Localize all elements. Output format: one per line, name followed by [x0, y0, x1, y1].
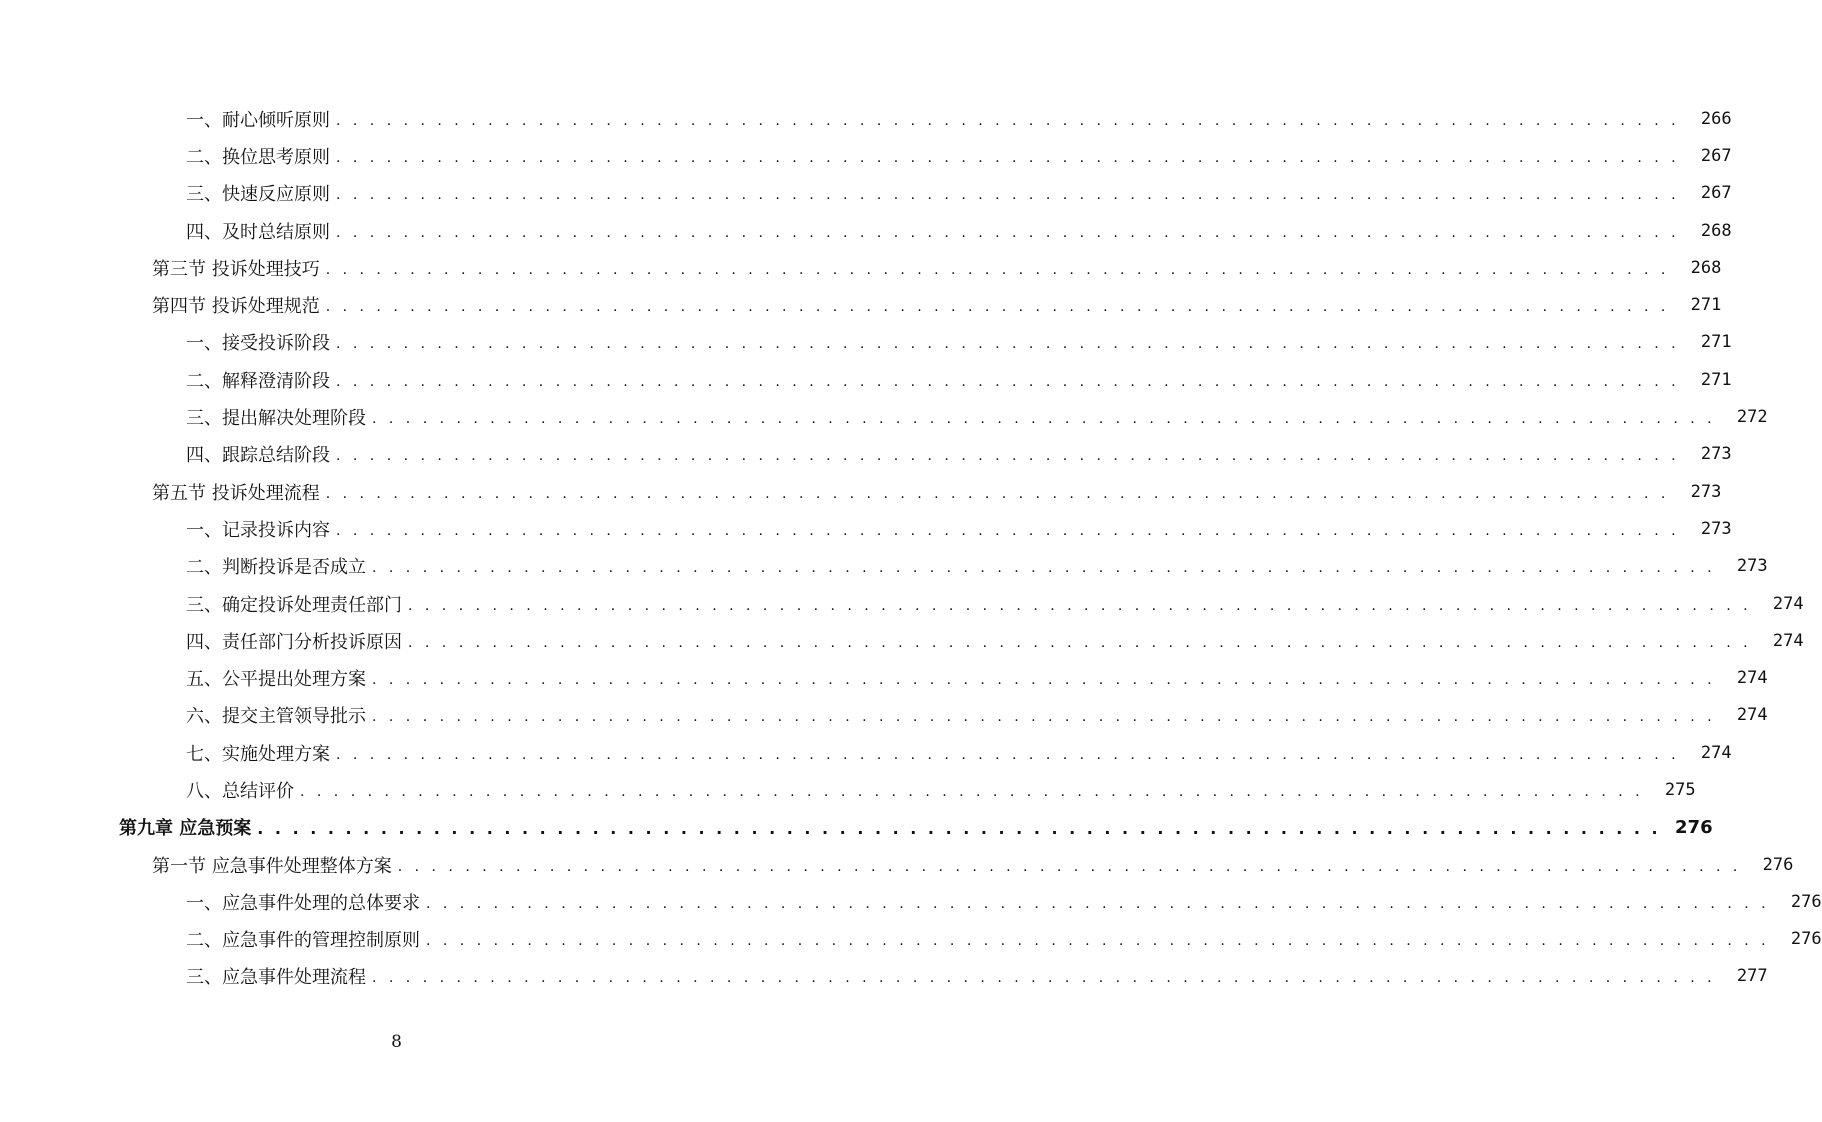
toc-entry-item[interactable]	[0, 659, 1768, 696]
toc-entry-page-number: 271	[1700, 332, 1732, 353]
toc-entry-title: 六、提交主管领导批示	[186, 706, 366, 728]
toc-dot-leader: . . . . . . . . . . . . . . . . . . . . . . . . . . . . . . . . . . . . . . . . . . . . . . . . . . . . . . . . . . . . . . . . . . . . . . . . . . . . . . . .	[372, 560, 1716, 577]
toc-entry-title: 三、快速反应原则	[186, 184, 330, 206]
toc-entry-page-number: 273	[1700, 518, 1732, 539]
toc-dot-leader: . . . . . . . . . . . . . . . . . . . . . . . . . . . . . . . . . . . . . . . . . . . . . . . . . . . . . . . . . . . . . . . . . . . . . . . . . . . . . . . .	[336, 373, 1680, 390]
toc-entry-page-number: 276	[1675, 816, 1713, 838]
toc-dot-leader: . . . . . . . . . . . . . . . . . . . . . . . . . . . . . . . . . . . . . . . . . . . . . . . . . . . . . . . . . . . . . . . . . . . . . . . . . . . . . . . .	[408, 597, 1752, 614]
toc-entry-item[interactable]	[0, 436, 1732, 473]
toc-entry-title: 一、耐心倾听原则	[186, 109, 330, 131]
page-number: 8	[391, 1032, 402, 1052]
toc-entry-page-number: 276	[1790, 891, 1822, 912]
toc-dot-leader: . . . . . . . . . . . . . . . . . . . . . . . . . . . . . . . . . . . . . . . . . . . . . . . . . . . . . . . . . . . . . . . . . . . . . . . . . . . . . . . .	[426, 933, 1770, 950]
toc-entry-title: 二、换位思考原则	[186, 146, 330, 168]
toc-entry-title: 第九章 应急预案	[119, 818, 252, 840]
toc-entry-title: 八、总结评价	[186, 780, 294, 802]
toc-entry-title: 四、跟踪总结阶段	[186, 445, 330, 467]
toc-dot-leader: . . . . . . . . . . . . . . . . . . . . . . . . . . . . . . . . . . . . . . . . . . . . . . . . . . . . . . . . . . . . . . . . . . . . . . . . . . . . . . . .	[336, 187, 1680, 204]
toc-entry-item[interactable]	[0, 585, 1804, 622]
toc-entry-item[interactable]	[0, 734, 1732, 771]
toc-dot-leader: . . . . . . . . . . . . . . . . . . . . . . . . . . . . . . . . . . . . . . . . . . . . . . . . . . . . . . . . . . . . . . . . . . . . . . . . . . . . . . . .	[397, 858, 1742, 875]
toc-dot-leader: . . . . . . . . . . . . . . . . . . . . . . . . . . . . . . . . . . . . . . . . . . . . . . . . . . . . . . . . . . . . . . . . . . . . . . . . . . . . . . . .	[336, 448, 1680, 465]
toc-entry-page-number: 274	[1736, 705, 1768, 726]
toc-entry-item[interactable]	[0, 175, 1732, 212]
toc-entry-page-number: 276	[1790, 929, 1822, 950]
toc-entry-item[interactable]	[0, 697, 1768, 734]
toc-dot-leader: . . . . . . . . . . . . . . . . . . . . . . . . . . . . . . . . . . . . . . . . . . . . . . . . . . . . . . . . . . . . . . . . . . . . . . . . . . . . . . . .	[336, 224, 1680, 241]
toc-entry-item[interactable]	[0, 212, 1732, 249]
toc-entry-item[interactable]	[0, 100, 1732, 137]
toc-entry-page-number: 275	[1664, 779, 1696, 800]
toc-dot-leader: . . . . . . . . . . . . . . . . . . . . . . . . . . . . . . . . . . . . . . . . . . . . . . . . . . . . . . . . . . . . . . . . . . . . . . . . . . . . . . . .	[336, 149, 1680, 166]
toc-entry-title: 三、应急事件处理流程	[186, 967, 366, 989]
toc-dot-leader: . . . . . . . . . . . . . . . . . . . . . . . . . . . . . . . . . . . . . . . . . . . . . . . . . . . . . . . . . . . . . . . . . . . . . . . . . . . . . . . .	[336, 336, 1680, 353]
toc-entry-title: 第四节 投诉处理规范	[152, 296, 320, 318]
toc-entry-page-number: 274	[1736, 668, 1768, 689]
toc-entry-item[interactable]	[0, 548, 1768, 585]
toc-entry-title: 四、及时总结原则	[186, 221, 330, 243]
toc-entry-item[interactable]	[0, 137, 1732, 174]
toc-dot-leader: . . . . . . . . . . . . . . . . . . . . . . . . . . . . . . . . . . . . . . . . . . . . . . . . . . . . . . . . . . . . . . . . . . . . . . . . . . . . . . . .	[372, 672, 1716, 689]
toc-entry-page-number: 271	[1690, 295, 1722, 316]
toc-dot-leader: . . . . . . . . . . . . . . . . . . . . . . . . . . . . . . . . . . . . . . . . . . . . . . . . . . . . . . . . . . . . . . . . . . . . . . . . . . . . . . . .	[336, 112, 1680, 129]
toc-entry-page-number: 273	[1690, 481, 1722, 502]
toc-dot-leader: . . . . . . . . . . . . . . . . . . . . . . . . . . . . . . . . . . . . . . . . . . . . . . . . . . . . . . . . . . . . . . . . . . . . . . . . . . . . . . . .	[336, 746, 1680, 763]
toc-entry-item[interactable]	[0, 771, 1696, 808]
toc-entry-title: 四、责任部门分析投诉原因	[186, 631, 402, 653]
toc-entry-title: 一、应急事件处理的总体要求	[186, 892, 420, 914]
toc-dot-leader: . . . . . . . . . . . . . . . . . . . . . . . . . . . . . . . . . . . . . . . . . . . . . . . . . . . . . . . . . . . . . . . . . . . . . . . . . . . . . . . .	[372, 970, 1716, 987]
toc-entry-page-number: 268	[1700, 220, 1732, 241]
toc-entry-page-number: 268	[1690, 257, 1722, 278]
toc-entry-chapter[interactable]	[0, 809, 1713, 846]
toc-entry-item[interactable]	[0, 958, 1768, 995]
toc-dot-leader: . . . . . . . . . . . . . . . . . . . . . . . . . . . . . . . . . . . . . . . . . . . . . . . . . . . . . . . . . . . . . . . . . . . . . . . . . . . . . . . .	[426, 895, 1770, 912]
toc-entry-page-number: 272	[1736, 407, 1768, 428]
toc-entry-item[interactable]	[0, 398, 1768, 435]
toc-dot-leader: . . . . . . . . . . . . . . . . . . . . . . . . . . . . . . . . . . . . . . . . . . . . . . . . . . . . . . . . . . . . . . . . . . . . . . . . . . . . . . . .	[300, 783, 1644, 800]
toc-entry-section[interactable]	[0, 846, 1794, 883]
toc-entry-title: 一、记录投诉内容	[186, 519, 330, 541]
toc-entry-page-number: 276	[1762, 854, 1794, 875]
toc-entry-title: 五、公平提出处理方案	[186, 669, 366, 691]
toc-dot-leader: . . . . . . . . . . . . . . . . . . . . . . . . . . . . . . . . . . . . . . . . . . . . . . . . . . . . . . . . . . . . . . . . . . . . . . . . . . . . . . . .	[336, 522, 1680, 539]
toc-entry-page-number: 266	[1700, 108, 1732, 129]
toc-entry-item[interactable]	[0, 361, 1732, 398]
table-of-contents	[0, 100, 1822, 995]
toc-dot-leader: . . . . . . . . . . . . . . . . . . . . . . . . . . . . . . . . . . . . . . . . . . . . . . . . . . . . . . . . . . . . . . . . . . . . . . . . . . . . . . . .	[325, 261, 1670, 278]
toc-dot-leader: . . . . . . . . . . . . . . . . . . . . . . . . . . . . . . . . . . . . . . . . . . . . . . . . . . . . . . . . . . . . . . . . . . . . . . . . . . . . . . . .	[372, 709, 1716, 726]
toc-entry-page-number: 273	[1700, 444, 1732, 465]
toc-entry-item[interactable]	[0, 510, 1732, 547]
toc-entry-page-number: 273	[1736, 556, 1768, 577]
toc-entry-page-number: 271	[1700, 369, 1732, 390]
toc-entry-title: 七、实施处理方案	[186, 743, 330, 765]
toc-entry-title: 三、确定投诉处理责任部门	[186, 594, 402, 616]
toc-dot-leader: . . . . . . . . . . . . . . . . . . . . . . . . . . . . . . . . . . . . . . . . . . . . . . . . . . . . . . . . . . . . . . . . . . . . . . . . . . . . . . . .	[325, 299, 1670, 316]
toc-entry-page-number: 274	[1772, 593, 1804, 614]
toc-dot-leader: . . . . . . . . . . . . . . . . . . . . . . . . . . . . . . . . . . . . . . . . . . . . . . . . . . . . . . . . . . . . . . . . . . . . . . . . . . . . . . . .	[372, 411, 1716, 428]
toc-entry-page-number: 277	[1736, 966, 1768, 987]
toc-entry-page-number: 267	[1700, 145, 1732, 166]
toc-entry-section[interactable]	[0, 473, 1722, 510]
toc-entry-item[interactable]	[0, 921, 1822, 958]
toc-entry-section[interactable]	[0, 286, 1722, 323]
toc-dot-leader: . . . . . . . . . . . . . . . . . . . . . . . . . . . . . . . . . . . . . . . . . . . . . . . . . . . . . . . . . . . . . . . . . . . . . . . . . . . . . . . .	[257, 819, 1661, 839]
toc-dot-leader: . . . . . . . . . . . . . . . . . . . . . . . . . . . . . . . . . . . . . . . . . . . . . . . . . . . . . . . . . . . . . . . . . . . . . . . . . . . . . . . .	[325, 485, 1670, 502]
toc-entry-section[interactable]	[0, 249, 1722, 286]
toc-entry-title: 第一节 应急事件处理整体方案	[152, 855, 392, 877]
toc-entry-page-number: 274	[1772, 630, 1804, 651]
toc-dot-leader: . . . . . . . . . . . . . . . . . . . . . . . . . . . . . . . . . . . . . . . . . . . . . . . . . . . . . . . . . . . . . . . . . . . . . . . . . . . . . . . .	[408, 634, 1752, 651]
toc-entry-page-number: 274	[1700, 742, 1732, 763]
toc-entry-title: 二、应急事件的管理控制原则	[186, 930, 420, 952]
toc-entry-item[interactable]	[0, 622, 1804, 659]
toc-entry-title: 二、判断投诉是否成立	[186, 557, 366, 579]
toc-entry-title: 第三节 投诉处理技巧	[152, 258, 320, 280]
toc-entry-page-number: 267	[1700, 183, 1732, 204]
toc-entry-item[interactable]	[0, 324, 1732, 361]
toc-entry-title: 一、接受投诉阶段	[186, 333, 330, 355]
toc-entry-title: 第五节 投诉处理流程	[152, 482, 320, 504]
toc-entry-title: 三、提出解决处理阶段	[186, 408, 366, 430]
toc-entry-item[interactable]	[0, 883, 1822, 920]
toc-entry-title: 二、解释澄清阶段	[186, 370, 330, 392]
